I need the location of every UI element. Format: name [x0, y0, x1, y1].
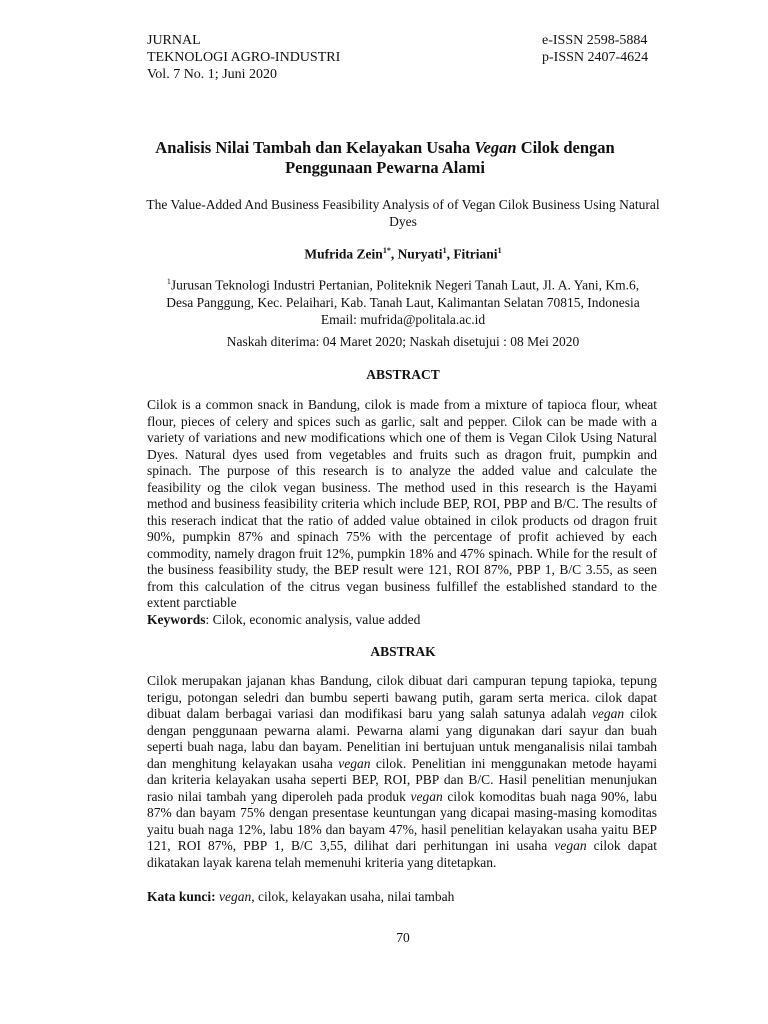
paper-title — [140, 138, 630, 178]
journal-header — [147, 32, 340, 83]
abstrak-segment: cilok komoditas buah naga 90%, labu 87% dan bayam 75% dengan presentase keuntungan yang dicapai masing-masing komoditas yaitu buah naga 12%, labu 18% dan bayam 47%, hasil penelitian kelayakan usaha yaitu BEP 121, ROI 87%, PBP 1, B/C 3,55, dilihat dari perhitungan ini usaha — [147, 788, 657, 853]
author-affil-mark: 1 — [497, 246, 502, 255]
journal-name-line: JURNAL — [147, 33, 201, 48]
author-list — [140, 242, 666, 263]
abstrak-heading: ABSTRAK — [370, 644, 436, 659]
abstrak-segment: Cilok merupakan jajanan khas Bandung, cilok dibuat dari campuran tepung tapioka, tepung terigu, potongan seledri dan bumbu seperti bawang putih, garam serta merica. cilok dapat dibuat dalam berbagai variasi dan modifikasi baru yang salah satunya adalah — [147, 673, 657, 721]
abstrak-text — [147, 673, 657, 871]
affiliation-text: Jurusan Teknologi Industri Pertanian, Politeknik Negeri Tanah Laut, Jl. A. Yani, Km.6, — [170, 277, 640, 293]
abstrak-italic: vegan — [410, 788, 443, 804]
author-name: , Nuryati — [390, 246, 443, 262]
abstract-heading: ABSTRACT — [366, 367, 440, 382]
author-name: Mufrida Zein — [304, 246, 383, 262]
title-part: Analisis Nilai Tambah dan Kelayakan Usaha — [155, 138, 475, 157]
title-part: Cilok dengan Penggunaan Pewarna Alami — [285, 138, 615, 177]
keywords-list: : Cilok, economic analysis, value added — [205, 612, 421, 627]
kata-kunci-label: Kata kunci: — [147, 889, 216, 904]
keywords — [147, 611, 657, 628]
abstrak-italic: vegan — [338, 755, 371, 771]
manuscript-dates: Naskah diterima: 04 Maret 2020; Naskah disetujui : 08 Mei 2020 — [226, 334, 580, 349]
abstrak-italic: vegan — [591, 706, 625, 721]
title-italic: Vegan — [474, 138, 517, 157]
abstrak-segment: cilok dengan penggunaan pewarna alami. Pewarna alami yang digunakan dari sayur dan buah seperti buah naga, labu dan bayam. Penelitian ini bertujuan untuk menganalisis nilai tambah dan menghitung kelayakan usaha — [147, 706, 657, 771]
page-number: 70 — [396, 930, 410, 945]
affiliation-line — [140, 273, 666, 294]
abstrak-italic: vegan — [554, 838, 587, 853]
author-affil-mark: 1* — [382, 246, 391, 255]
author-affil-mark: 1 — [442, 246, 447, 255]
e-issn: e-ISSN 2598-5884 — [542, 33, 648, 48]
affiliation-mark: 1 — [166, 277, 171, 286]
kata-kunci — [147, 888, 657, 905]
journal-volume-line: Vol. 7 No. 1; Juni 2020 — [147, 67, 278, 82]
affiliation — [140, 273, 666, 328]
p-issn: p-ISSN 2407-4624 — [542, 50, 649, 65]
issn-header — [542, 32, 648, 66]
affiliation-email: Email: mufrida@politala.ac.id — [320, 311, 486, 327]
kata-kunci-italic: vegan — [219, 889, 252, 904]
abstrak-segment: cilok dapat dikatakan layak karena telah memenuhi kriteria yang ditetapkan. — [147, 838, 657, 870]
abstract-text: Cilok is a common snack in Bandung, cilok is made from a mixture of tapioca flour, wheat flour, pieces of celery and spices such as garlic, salt and pepper. Cilok can be made with a variety of variations and new modifications which one of them is Vegan Cilok Using Natural Dyes. Natural dyes used from vegetables and fruits such as dragon fruit, pumpkin and spinach. The purpose of this research is to analyze the added value and calculate the feasibility og the cilok vegan business. The method used in this research is the Hayami method and business feasibility criteria which include BEP, ROI, PBP and B/C. The results of this reserach indicat that the ratio of added value obtained in cilok products od dragon fruit 90%, pumpkin 87% and spinach 75% with the percentage of profit achieved by each commodity, namely dragon fruit 12%, pumpkin 18% and 47% spinach. While for the result of the business feasibility study, the BEP result were 121, ROI 87%, PBP 1, B/C 3.55, as seen from this calculation of the citrus vegan business fulfillef the established standard to the extent parctiable — [147, 397, 657, 610]
paper-english-title: The Value-Added And Business Feasibility Analysis of of Vegan Cilok Business Using Natural Dyes — [146, 197, 660, 229]
abstrak-segment: cilok. Penelitian ini menggunakan metode hayami dan kriteria kelayakan usaha seperti BEP, ROI, PBP dan B/C. Hasil penelitian menunjukan rasio nilai tambah yang diperoleh pada produk — [147, 755, 657, 804]
affiliation-line: Desa Panggung, Kec. Pelaihari, Kab. Tanah Laut, Kalimantan Selatan 70815, Indonesia — [166, 294, 640, 310]
author-name: , Fitriani — [446, 246, 498, 262]
journal-name-line: TEKNOLOGI AGRO-INDUSTRI — [147, 50, 341, 65]
kata-kunci-list: , cilok, kelayakan usaha, nilai tambah — [251, 889, 455, 904]
keywords-label: Keywords — [147, 612, 206, 627]
